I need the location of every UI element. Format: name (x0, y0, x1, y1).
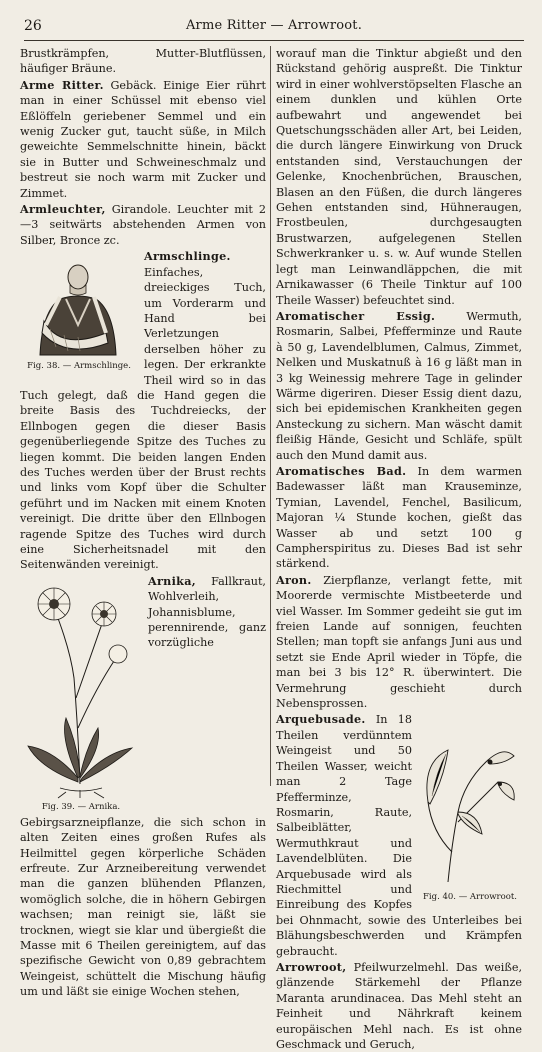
entry-text: Pfeilwurzelmehl. Das weiße, glänzende Stärkemehl der Pflanze Maranta arundinacea. Das Mehl steht an Feinheit und Nährkraft keinem europäischen Mehl nach. Es ist ohne Geschmack und Geruch, (276, 960, 522, 1051)
figure-39 (20, 578, 142, 813)
entry-aromatisches-bad (276, 464, 522, 572)
figure-40-caption: Fig. 40. — Arrowroot. (423, 892, 517, 903)
entry-armleuchter (20, 202, 266, 248)
entry-text: Wermuth, Rosmarin, Salbei, Pfefferminze und Raute à 50 g, Lavendelblumen, Calmus, Zimmet, Nelken und Muskatnuß à 16 g läßt man in 3 kg Weinessig mehrere Tage in gelinder Wärme digeriren. Dieser Essig dient dazu, sich bei epidemischen Krankheiten gegen Ansteckung zu sichern. Man wäscht damit fleißig Hände, Gesicht und Schläfe, spült auch den Mund damit aus. (276, 309, 522, 462)
figure-39-caption: Fig. 39. — Arnika. (41, 801, 121, 812)
left-column (20, 46, 266, 999)
entry-headword: Arme Ritter. (20, 77, 104, 92)
entry-arrowroot (276, 960, 522, 1052)
entry-text: Gebäck. Einige Eier rührt man in einer Schüssel mit ebenso viel Eßlöffeln geriebener Semmel und ein wenig Zucker gut, taucht süße, in Milch geweichte Semmelschnitte hinein, bäckt sie in Butter und Schweineschmalz und bestreut sie noch warm mit Zucker und Zimmet. (20, 78, 266, 200)
entry-aron (276, 573, 522, 712)
entry-headword: Armleuchter, (20, 202, 106, 217)
entry-text: Fallkraut, Wohlverleih, Johannisblume, perennirende, ganz vorzügliche Gebirgsarzneipflanze, die sich schon in alten Zeiten eines großen Rufes als Heilmittel gegen körperliche Schäden erfreute. Zur Arzneibereitung verwendet man die ganzen blühenden Pflanzen, womöglich solche, die in höhern Gebirgen wachsen; man reinigt sie, läßt sie trocknen, wiegt sie klar und übergießt die Masse mit 6 Theilen gereinigtem, auf das spezifische Gewicht von 0,89 gebrachtem Weingeist, schüttelt die Mischung häufig um und läßt sie einige Wochen stehen, (20, 574, 266, 999)
right-column (276, 46, 523, 1051)
page-number: 26 (24, 18, 42, 34)
column-divider (270, 46, 271, 786)
entry-aromatischer-essig (276, 309, 522, 463)
arm-sling-illustration (20, 263, 136, 359)
paragraph-continuation: worauf man die Tinktur abgießt und den Rückstand gehörig auspreßt. Die Tinktur wird in einer wohlverstöpselten Flasche an einem dunklen und kühlen Orte aufbewahrt und angewendet bei Quetschungsschäden aller Art, bei Leiden, die durch längere Einwirkung von Druck entstanden sind, Verstauchungen der Gelenke, Knochenbrüchen, Brauschen, Blasen an den Füßen, die durch längeres Gehen entstanden sind, Hühneraugen, Frostbeulen, durchgesaugten Brustwarzen, aufgelegenen Stellen Schwerkranker u. s. w. Auf wunde Stellen legt man Leinwandläppchen, die mit Arnikawasser (6 Theile Tinktur auf 100 Theile Wasser) befeuchtet sind. (276, 47, 522, 307)
entry-headword: Arquebusade. (276, 712, 366, 727)
arrowroot-plant-illustration (418, 742, 520, 890)
arnica-plant-illustration (20, 578, 140, 800)
entry-headword: Aromatischer Essig. (276, 308, 436, 323)
paragraph-continuation: Brustkrämpfen, Mutter-Blutflüssen, häufiger Bräune. (20, 47, 266, 76)
entry-text: Zierpflanze, verlangt fette, mit Moorerde vermischte Mistbeeterde und viel Wasser. Im Sommer gedeiht sie gut im freien Lande auf sonnigen, feuchten Stellen; man topft sie anfangs Juni aus und setzt sie Ende April wieder in Töpfe, die man bei 3 bis 12° R. überwintert. Die Vermehrung geschieht durch Nebensprossen. (276, 573, 522, 711)
figure-40 (418, 742, 522, 903)
entry-headword: Armschlinge. (144, 249, 231, 264)
entry-headword: Aromatisches Bad. (276, 463, 407, 478)
entry-text: In dem warmen Badewasser läßt man Krauseminze, Tymian, Lavendel, Fenchel, Basilicum, Majoran ¼ Stunde kochen, gießt das Wasser ab und setzt 100 g Campherspiritus zu. Dieses Bad ist sehr stärkend. (276, 464, 523, 571)
entry-text: Girandole. Leuchter mit 2—3 seitwärts abstehenden Armen von Silber, Bronce zc. (20, 203, 266, 247)
entry-text: Einfaches, dreieckiges Tuch, um Vorderarm und Hand bei Verletzungen derselben höher zu legen. Der erkrankte Theil wird so in das Tuch gelegt, daß die Hand gegen die breite Basis des Tuchdreiecks, der Ellnbogen gegen die dieser Basis gegenüberliegende Spitze des Tuches zu liegen kommt. Die beiden langen Enden des Tuches werden über der Brust rechts und links vom Kopf über die Schulter geführt und im Nacken mit einem Knoten vereinigt. Die dritte über den Ellnbogen ragende Spitze des Tuches wird durch eine Sicherheitsnadel mit den Seitenwänden vereinigt. (20, 265, 266, 572)
entry-headword: Arnika, (148, 573, 196, 588)
entry-headword: Aron. (276, 572, 312, 587)
page-header (24, 18, 524, 41)
running-title: Arme Ritter — Arrowroot. (185, 18, 363, 33)
entry-text: In 18 Theilen verdünntem Weingeist und 50 Theilen Wasser, weicht man 2 Tage Pfefferminze, Rosmarin, Raute, Salbeiblätter, Wermuthkraut und Lavendelblüten. Die Arquebusade wird als Riechmittel und Einreibung des Kopfes bei Ohnmacht, sowie des Unterleibes bei Blähungsbeschwerden und Krämpfen gebraucht. (276, 713, 522, 958)
figure-38 (20, 263, 138, 372)
entry-arme-ritter (20, 78, 266, 201)
figure-38-caption: Fig. 38. — Armschlinge. (27, 361, 131, 372)
entry-headword: Arrowroot, (276, 959, 347, 974)
